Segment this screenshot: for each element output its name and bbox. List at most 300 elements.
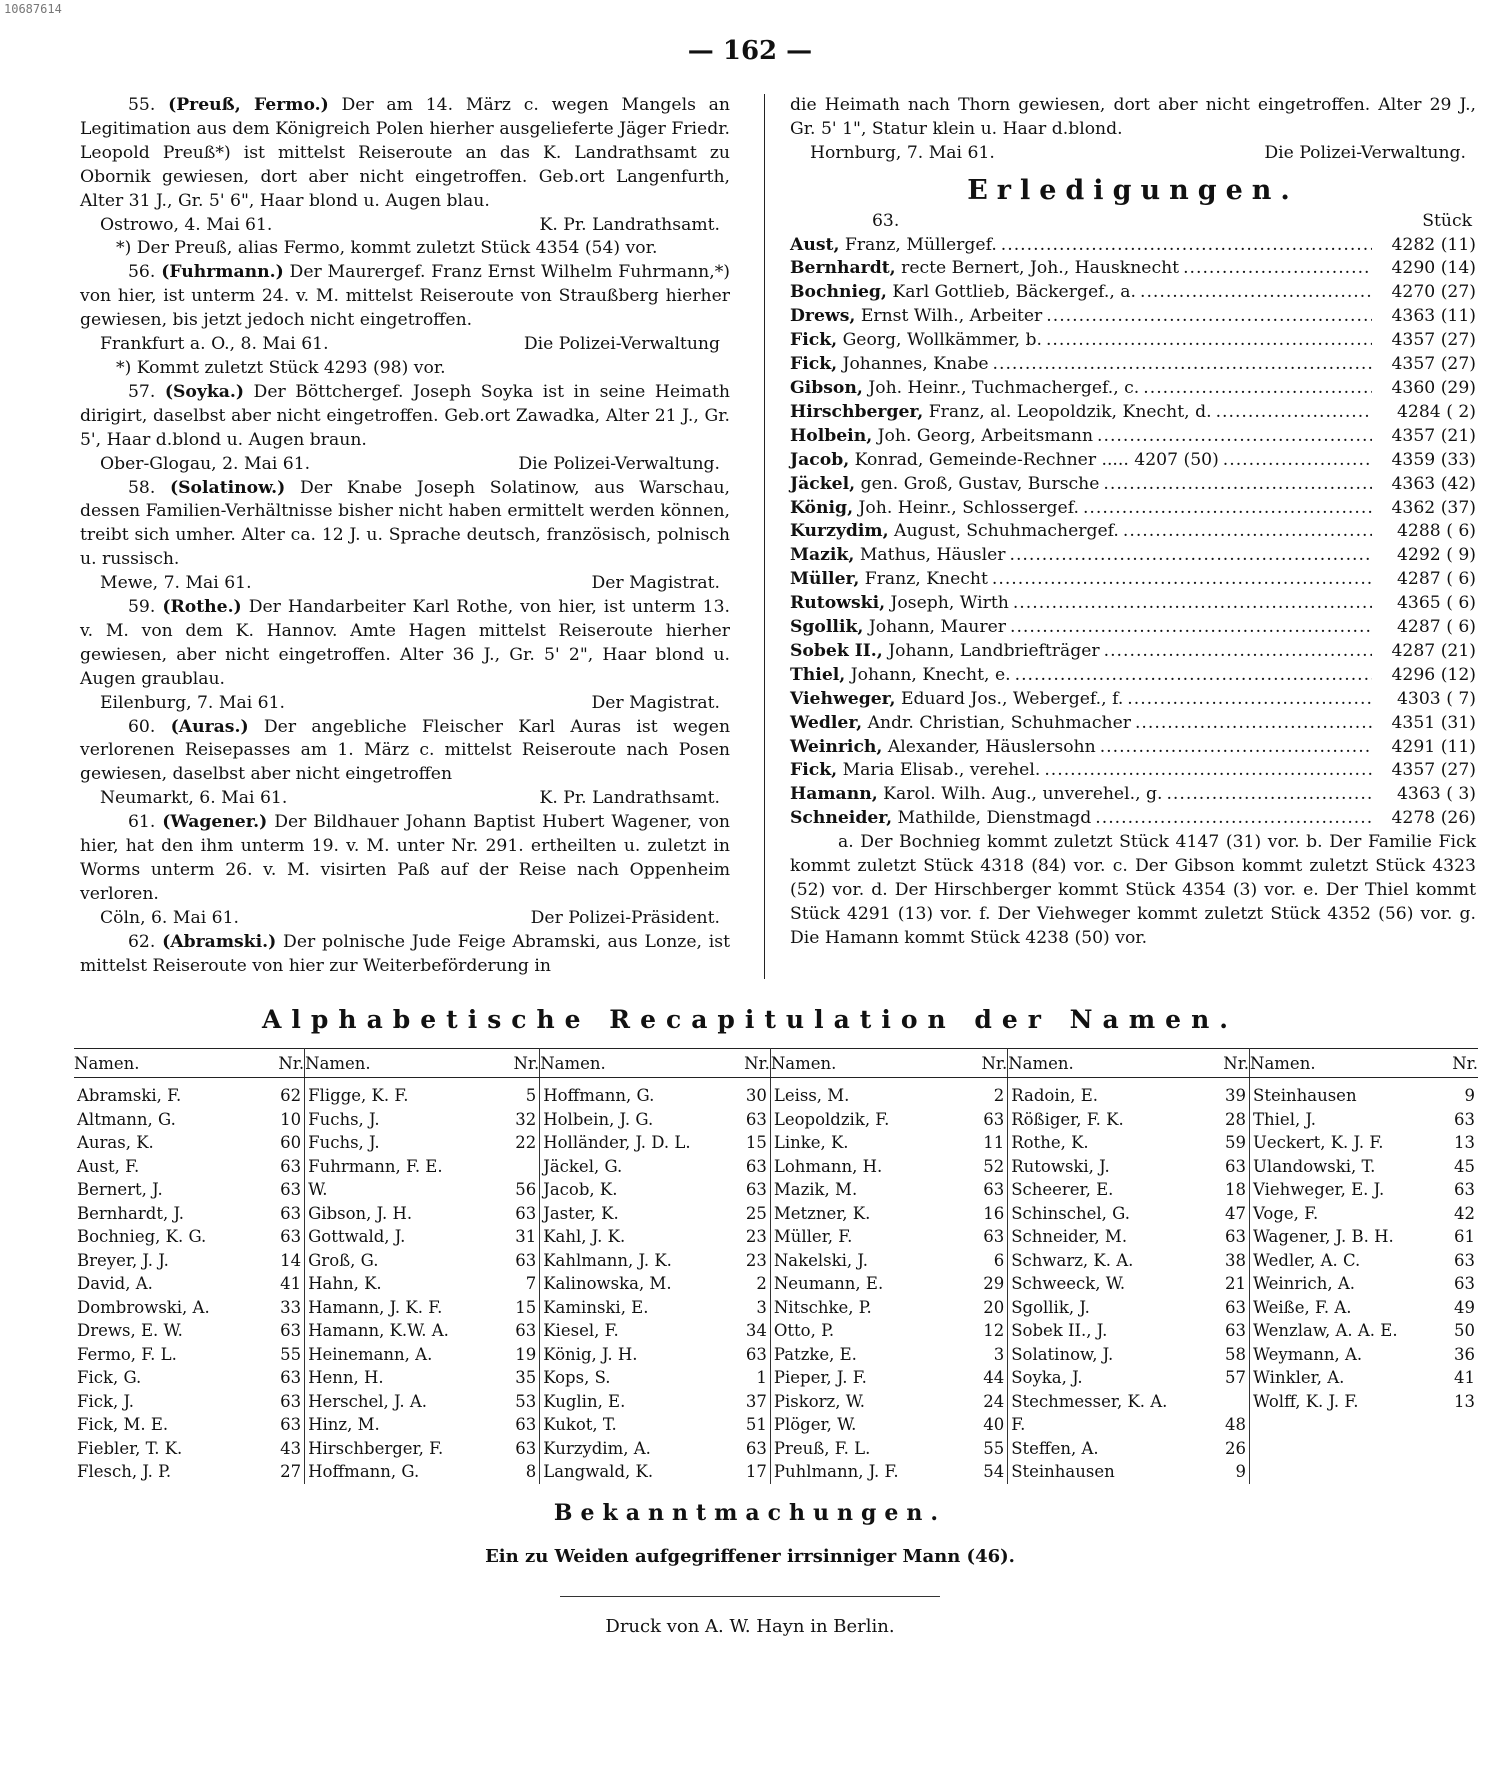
- recap-nr-cell: 14: [260, 1249, 305, 1273]
- recap-name-cell: Schwarz, K. A.: [1011, 1250, 1134, 1270]
- erledigung-desc: Eduard Jos., Webergef., f.: [900, 688, 1124, 709]
- recap-nr-cell: 42: [1454, 1203, 1475, 1223]
- recap-nr-cell: 63: [1207, 1155, 1250, 1179]
- recap-name-cell: Hamann, J. K. F.: [308, 1297, 443, 1317]
- recap-name-cell: König, J. H.: [543, 1344, 638, 1364]
- entry-footnote: *) Der Preuß, alias Fermo, kommt zuletzt Stück 4354 (54) vor.: [116, 238, 658, 259]
- signature-place: Ober-Glogau, 2. Mai 61.: [100, 453, 311, 474]
- divider-rule: [560, 1596, 940, 1597]
- erledigung-stueck: 4290 (14): [1391, 258, 1476, 279]
- recap-name-cell: Scheerer, E.: [1011, 1180, 1114, 1199]
- entry-signature: [80, 692, 730, 716]
- entry-text: Der Knabe Joseph Solatinow, aus Warschau, dessen Familien-Verhältnisse bisher nicht haben ermittelt werden können, treibt sich umher. Alter ca. 12 J. u. Sprache deutsch, französisch, polnisch u. russisch.: [80, 477, 730, 570]
- recap-nr-cell: 41: [1454, 1368, 1475, 1387]
- recap-header-name: Namen.: [74, 1049, 260, 1078]
- recap-nr-cell: 63: [728, 1108, 771, 1132]
- recap-nr-cell: 43: [260, 1437, 305, 1461]
- dot-leader: [1013, 592, 1372, 616]
- recap-nr-cell: 7: [493, 1272, 540, 1296]
- bekanntmachung-item: Ein zu Weiden aufgegriffener irrsinniger Mann (46).: [485, 1546, 1015, 1567]
- recap-name-cell: Kahl, J. K.: [543, 1227, 626, 1246]
- recap-nr-cell: 63: [728, 1178, 771, 1202]
- erledigung-row: [790, 497, 1476, 521]
- recap-nr-cell: 63: [1454, 1109, 1475, 1129]
- erledigung-desc: Mathus, Häusler: [859, 545, 1006, 566]
- recap-name-cell: Neumann, E.: [773, 1274, 884, 1293]
- signature-place: Neumarkt, 6. Mai 61.: [100, 788, 288, 809]
- recap-name-cell: Altmann, G.: [77, 1109, 176, 1129]
- dot-leader: [1095, 807, 1372, 831]
- signature-place: Frankfurt a. O., 8. Mai 61.: [100, 334, 329, 355]
- recap-name-cell: Rößiger, F. K.: [1011, 1109, 1124, 1129]
- entry-name: (Fuhrmann.): [161, 262, 284, 283]
- recap-name-cell: Mazik, M.: [773, 1180, 858, 1199]
- recap-name-cell: F.: [1011, 1415, 1026, 1434]
- recap-nr-cell: 9: [1207, 1460, 1250, 1484]
- entry-text: Der Böttchergef. Joseph Soyka ist in seine Heimath dirigirt, daselbst aber nicht eingetroffen. Geb.ort Zawadka, Alter 21 J., Gr. 5', Haar d.blond u. Augen braun.: [80, 381, 731, 450]
- erledigung-desc: gen. Groß, Gustav, Bursche: [860, 473, 1100, 494]
- recap-name-cell: Hoffmann, G.: [543, 1086, 655, 1105]
- recap-row: [74, 1460, 1478, 1484]
- recap-row: [74, 1249, 1478, 1273]
- recap-name-cell: Piskorz, W.: [773, 1391, 866, 1411]
- recap-name-cell: Fuchs, J.: [308, 1133, 380, 1152]
- entry-number: 59.: [128, 597, 156, 618]
- recap-nr-cell: 1: [728, 1366, 771, 1390]
- recap-header-nr: Nr.: [965, 1049, 1008, 1078]
- recap-nr-cell: 11: [965, 1131, 1008, 1155]
- recap-nr-cell: 21: [1207, 1272, 1250, 1296]
- recap-nr-cell: 63: [260, 1413, 305, 1437]
- erledigung-stueck: 4288 ( 6): [1396, 521, 1476, 542]
- recap-name-cell: Hoffmann, G.: [308, 1462, 420, 1481]
- erledigung-name: Fick,: [790, 354, 838, 375]
- entry-signature: [80, 453, 730, 477]
- signature-authority: K. Pr. Landrathsamt.: [539, 214, 720, 235]
- entry-paragraph: [80, 716, 730, 788]
- recap-table: [74, 1048, 1478, 1484]
- entry-footnote: *) Kommt zuletzt Stück 4293 (98) vor.: [116, 357, 446, 378]
- erledigung-row: [790, 736, 1476, 760]
- dot-leader: [993, 353, 1372, 377]
- recap-nr-cell: 63: [1454, 1180, 1475, 1199]
- recap-name-cell: Breyer, J. J.: [77, 1250, 169, 1270]
- erledigung-row: [790, 425, 1476, 449]
- recap-nr-cell: 63: [493, 1413, 540, 1437]
- recap-name-cell: Rutowski, J.: [1011, 1156, 1110, 1176]
- recap-name-cell: Rothe, K.: [1011, 1133, 1089, 1152]
- erledigung-stueck: 4292 ( 9): [1396, 545, 1476, 566]
- dot-leader: [1015, 664, 1372, 688]
- recap-name-cell: Wenzlaw, A. A. E.: [1253, 1321, 1398, 1340]
- recap-name-cell: Kiesel, F.: [543, 1321, 619, 1340]
- recap-name-cell: Ueckert, K. J. F.: [1253, 1133, 1384, 1152]
- erledigung-desc: Ernst Wilh., Arbeiter: [860, 306, 1043, 327]
- erledigung-name: Sgollik,: [790, 617, 864, 638]
- erledigung-stueck: 4360 (29): [1391, 377, 1476, 398]
- signature-authority: Der Polizei-Präsident.: [530, 907, 720, 928]
- recap-nr-cell: 63: [1207, 1225, 1250, 1249]
- erledigung-desc: Joseph, Wirth: [890, 593, 1009, 614]
- recap-nr-cell: 61: [1454, 1227, 1475, 1246]
- entry-paragraph: [80, 477, 730, 573]
- erledigung-row: [790, 664, 1476, 688]
- printer-imprint: Druck von A. W. Hayn in Berlin.: [605, 1616, 895, 1637]
- erledigung-desc: Joh. Georg, Arbeitsmann: [877, 425, 1094, 446]
- page-number: — 162 —: [687, 36, 813, 66]
- recap-row: [74, 1343, 1478, 1367]
- recap-header-name: Namen.: [305, 1049, 493, 1078]
- erledigung-stueck: 4365 ( 6): [1396, 593, 1476, 614]
- erledigung-name: Jäckel,: [790, 473, 856, 494]
- erledigung-desc: Maria Elisab., verehel.: [842, 760, 1041, 781]
- recap-nr-cell: 63: [965, 1178, 1008, 1202]
- recap-name-cell: Metzner, K.: [773, 1203, 871, 1223]
- entry-name: (Wagener.): [162, 812, 268, 833]
- recap-name-cell: Wedler, A. C.: [1253, 1250, 1361, 1270]
- recap-nr-cell: 55: [260, 1343, 305, 1367]
- recap-name-cell: Viehweger, E. J.: [1253, 1180, 1385, 1199]
- recap-name-cell: Wagener, J. B. H.: [1253, 1227, 1394, 1246]
- recap-nr-cell: 63: [1207, 1296, 1250, 1320]
- recap-nr-cell: [1438, 1437, 1478, 1461]
- recap-name-cell: Fick, G.: [77, 1368, 142, 1387]
- erledigung-stueck: 4357 (27): [1391, 330, 1476, 351]
- recap-nr-cell: [1207, 1390, 1250, 1414]
- signature-place: Hornburg, 7. Mai 61.: [810, 142, 995, 163]
- signature-authority: K. Pr. Landrathsamt.: [539, 788, 720, 809]
- recap-header-nr: Nr.: [493, 1049, 540, 1078]
- recap-name-cell: Hamann, K.W. A.: [308, 1321, 449, 1340]
- recap-header-name: Namen.: [770, 1049, 965, 1078]
- recap-header-nr: Nr.: [728, 1049, 771, 1078]
- entry-signature: [80, 214, 730, 238]
- signature-authority: Die Polizei-Verwaltung: [523, 334, 720, 355]
- erledigung-stueck: 4270 (27): [1391, 282, 1476, 303]
- recap-nr-cell: 25: [728, 1202, 771, 1226]
- erledigungen-notes: a. Der Bochnieg kommt zuletzt Stück 4147 (31) vor. b. Der Familie Fick kommt zuletzt Stück 4318 (84) vor. c. Der Gibson kommt zuletzt Stück 4323 (52) vor. d. Der Hirschberger kommt Stück 4354 (3) vor. e. Der Thiel kommt Stück 4291 (13) vor. f. Der Viehweger kommt zuletzt Stück 4352 (56) vor. g. Die Hamann kommt Stück 4238 (50) vor.: [790, 832, 1476, 948]
- recap-nr-cell: 19: [493, 1343, 540, 1367]
- erledigung-name: Müller,: [790, 569, 860, 590]
- continuation-signature: [790, 142, 1476, 166]
- erledigung-stueck: 4359 (33): [1391, 449, 1476, 470]
- erledigung-row: [790, 473, 1476, 497]
- recap-name-cell: Steinhausen: [1011, 1462, 1115, 1481]
- recap-name-cell: Groß, G.: [308, 1250, 379, 1270]
- erledigung-row: [790, 592, 1476, 616]
- erledigung-name: Gibson,: [790, 377, 863, 398]
- recap-nr-cell: 16: [965, 1202, 1008, 1226]
- entry-name: (Auras.): [170, 716, 249, 737]
- recap-nr-cell: 34: [728, 1319, 771, 1343]
- dot-leader: [1097, 425, 1372, 449]
- dot-leader: [1044, 759, 1372, 783]
- recap-nr-cell: 33: [260, 1296, 305, 1320]
- recap-row: [74, 1178, 1478, 1202]
- recap-name-cell: Bochnieg, K. G.: [77, 1227, 207, 1246]
- recap-name-cell: Steinhausen: [1253, 1086, 1357, 1105]
- recap-nr-cell: [1438, 1460, 1478, 1484]
- entry-paragraph: [80, 596, 730, 692]
- recap-name-cell: Preuß, F. L.: [773, 1438, 871, 1458]
- recap-nr-cell: 20: [965, 1296, 1008, 1320]
- recap-name-cell: Schinschel, G.: [1011, 1203, 1130, 1223]
- recap-name-cell: Gibson, J. H.: [308, 1203, 413, 1223]
- erledigung-name: König,: [790, 497, 854, 518]
- recap-name-cell: Abramski, F.: [77, 1086, 182, 1105]
- continuation-text: die Heimath nach Thorn gewiesen, dort aber nicht eingetroffen. Alter 29 J., Gr. 5' 1", Statur klein u. Haar d.blond.: [790, 95, 1476, 139]
- entry-paragraph: [80, 261, 730, 333]
- recap-row: [74, 1078, 1478, 1108]
- erledigung-name: Weinrich,: [790, 736, 883, 757]
- recap-nr-cell: 63: [965, 1108, 1008, 1132]
- recap-nr-cell: 38: [1207, 1249, 1250, 1273]
- recap-nr-cell: 26: [1207, 1437, 1250, 1461]
- erledigung-stueck: 4287 ( 6): [1396, 569, 1476, 590]
- erledigung-stueck: 4291 (11): [1391, 736, 1476, 757]
- erledigung-name: Jacob,: [790, 449, 850, 470]
- recap-name-cell: Weiße, F. A.: [1253, 1297, 1352, 1317]
- erledigung-row: [790, 234, 1476, 258]
- erledigungen-column-header: [790, 210, 1476, 234]
- recap-name-cell: Fermo, F. L.: [77, 1344, 177, 1364]
- erledigung-name: Aust,: [790, 234, 840, 255]
- recap-row: [74, 1390, 1478, 1414]
- dot-leader: [1223, 449, 1372, 473]
- recap-name-cell: [1250, 1413, 1438, 1437]
- recap-nr-cell: 63: [260, 1390, 305, 1414]
- recap-name-cell: Thiel, J.: [1253, 1109, 1317, 1129]
- dot-leader: [992, 568, 1372, 592]
- stueck-header: Stück: [1422, 210, 1472, 231]
- erledigung-row: [790, 305, 1476, 329]
- erledigung-row: [790, 281, 1476, 305]
- erledigung-row: [790, 449, 1476, 473]
- signature-authority: Der Magistrat.: [591, 692, 720, 713]
- recap-nr-cell: 10: [260, 1108, 305, 1132]
- recap-nr-cell: 27: [260, 1460, 305, 1484]
- recap-nr-cell: 62: [260, 1078, 305, 1108]
- recap-name-cell: Kukot, T.: [543, 1415, 617, 1434]
- recap-name-cell: Nakelski, J.: [773, 1250, 868, 1270]
- recap-name-cell: Kops, S.: [543, 1368, 611, 1387]
- recap-name-cell: Hinz, M.: [308, 1415, 380, 1434]
- recap-name-cell: Patzke, E.: [773, 1344, 857, 1364]
- recap-nr-cell: 40: [965, 1413, 1008, 1437]
- entry-signature: [80, 333, 730, 357]
- recap-name-cell: Kurzydim, A.: [543, 1438, 651, 1458]
- erledigung-desc: Alexander, Häuslersohn: [887, 736, 1096, 757]
- signature-place: Cöln, 6. Mai 61.: [100, 907, 239, 928]
- erledigung-row: [790, 353, 1476, 377]
- erledigung-row: [790, 807, 1476, 831]
- erledigung-desc: Franz, Müllergef.: [844, 234, 997, 255]
- recap-name-cell: Fuhrmann, F. E.: [308, 1156, 443, 1176]
- recap-nr-cell: 22: [493, 1131, 540, 1155]
- recap-row: [74, 1413, 1478, 1437]
- entry-text: Der am 14. März c. wegen Mangels an Legitimation aus dem Königreich Polen hierher ausgelieferte Jäger Friedr. Leopold Preuß*) ist mittelst Reiseroute an das K. Landrathsamt zu Obornik gewiesen, dort aber nicht eingetroffen. Geb.ort Langenfurth, Alter 31 J., Gr. 5' 6", Haar blond u. Augen blau.: [80, 95, 730, 211]
- recap-name-cell: David, A.: [77, 1274, 153, 1293]
- dot-leader: [1123, 520, 1372, 544]
- erledigung-row: [790, 640, 1476, 664]
- recap-name-cell: Bernert, J.: [77, 1180, 163, 1199]
- recap-nr-cell: 32: [493, 1108, 540, 1132]
- recap-nr-cell: 24: [965, 1390, 1008, 1414]
- recap-nr-cell: 44: [965, 1366, 1008, 1390]
- entry-signature: [80, 907, 730, 931]
- recap-name-cell: Plöger, W.: [773, 1415, 857, 1434]
- recap-nr-cell: 45: [1454, 1156, 1475, 1176]
- recap-nr-cell: 15: [728, 1131, 771, 1155]
- erledigung-stueck: 4357 (27): [1391, 760, 1476, 781]
- recap-name-cell: Sobek II., J.: [1011, 1321, 1108, 1340]
- dot-leader: [1083, 497, 1372, 521]
- entry-signature: [80, 787, 730, 811]
- entry-number: 60.: [128, 716, 156, 737]
- recap-nr-cell: 47: [1207, 1202, 1250, 1226]
- recap-nr-cell: 63: [728, 1155, 771, 1179]
- recap-name-cell: Sgollik, J.: [1011, 1297, 1090, 1317]
- erledigung-name: Wedler,: [790, 712, 863, 733]
- dot-leader: [1046, 305, 1372, 329]
- recap-nr-cell: 2: [965, 1078, 1008, 1108]
- recap-nr-cell: 55: [965, 1437, 1008, 1461]
- entry-number: 55.: [128, 95, 156, 115]
- recap-name-cell: Kalinowska, M.: [543, 1274, 672, 1293]
- erledigung-name: Kurzydim,: [790, 521, 889, 542]
- recap-row: [74, 1272, 1478, 1296]
- document-id: 10687614: [4, 2, 62, 16]
- recap-nr-cell: 3: [965, 1343, 1008, 1367]
- recap-nr-cell: 9: [1464, 1086, 1475, 1105]
- erledigung-name: Bernhardt,: [790, 258, 896, 279]
- recap-nr-cell: 50: [1454, 1321, 1475, 1340]
- recap-name-cell: Puhlmann, J. F.: [773, 1462, 899, 1481]
- recap-nr-cell: 63: [728, 1437, 771, 1461]
- erledigung-stueck: 4357 (21): [1391, 425, 1476, 446]
- erledigung-name: Viehweger,: [790, 688, 896, 709]
- erledigung-desc: August, Schuhmachergef.: [894, 521, 1119, 542]
- erledigung-name: Holbein,: [790, 425, 873, 446]
- recap-nr-cell: 23: [728, 1249, 771, 1273]
- entry-number: 57.: [128, 381, 156, 402]
- entry-name: (Solatinow.): [170, 477, 286, 498]
- dot-leader: [1216, 401, 1372, 425]
- recap-nr-cell: 17: [728, 1460, 771, 1484]
- dot-leader: [1010, 616, 1372, 640]
- recap-nr-cell: 23: [728, 1225, 771, 1249]
- erledigung-name: Mazik,: [790, 545, 855, 566]
- recap-name-cell: Holländer, J. D. L.: [543, 1133, 691, 1152]
- signature-place: Ostrowo, 4. Mai 61.: [100, 214, 273, 235]
- recap-name-cell: Jaster, K.: [543, 1203, 619, 1223]
- erledigung-name: Rutowski,: [790, 593, 886, 614]
- erledigung-name: Hirschberger,: [790, 401, 924, 422]
- dot-leader: [1100, 736, 1372, 760]
- entry-signature: [80, 572, 730, 596]
- erledigung-row: [790, 401, 1476, 425]
- recap-name-cell: Fuchs, J.: [308, 1109, 380, 1129]
- entry-paragraph: [80, 931, 730, 979]
- recap-name-cell: Holbein, J. G.: [543, 1109, 654, 1129]
- recap-nr-cell: 63: [493, 1319, 540, 1343]
- signature-authority: Die Polizei-Verwaltung.: [1264, 142, 1466, 163]
- recap-name-cell: Henn, H.: [308, 1368, 384, 1387]
- recap-nr-cell: 63: [1454, 1274, 1475, 1293]
- dot-leader: [1166, 783, 1372, 807]
- recap-name-cell: Pieper, J. F.: [773, 1368, 867, 1387]
- erledigung-row: [790, 257, 1476, 281]
- recap-nr-cell: 36: [1454, 1344, 1475, 1364]
- erledigung-row: [790, 520, 1476, 544]
- recap-nr-cell: 31: [493, 1225, 540, 1249]
- recap-nr-cell: [493, 1155, 540, 1179]
- recap-name-cell: Voge, F.: [1253, 1203, 1319, 1223]
- signature-authority: Die Polizei-Verwaltung.: [518, 453, 720, 474]
- erledigung-desc: Mathilde, Dienstmagd: [897, 808, 1092, 829]
- erledigung-stueck: 4362 (37): [1391, 497, 1476, 518]
- recap-name-cell: Aust, F.: [77, 1156, 140, 1176]
- dot-leader: [1009, 544, 1372, 568]
- recap-name-cell: Schweeck, W.: [1011, 1274, 1126, 1293]
- recap-name-cell: Heinemann, A.: [308, 1344, 433, 1364]
- recap-nr-cell: 59: [1207, 1131, 1250, 1155]
- recap-name-cell: Weinrich, A.: [1253, 1274, 1355, 1293]
- erledigung-row: [790, 377, 1476, 401]
- recap-nr-cell: 63: [260, 1155, 305, 1179]
- entry-name: (Rothe.): [162, 597, 242, 618]
- recap-nr-cell: 51: [728, 1413, 771, 1437]
- recap-name-cell: Jacob, K.: [543, 1180, 618, 1199]
- signature-authority: Der Magistrat.: [591, 573, 720, 594]
- recap-nr-cell: 49: [1454, 1297, 1475, 1317]
- recap-nr-cell: 58: [1207, 1343, 1250, 1367]
- erledigung-row: [790, 783, 1476, 807]
- erledigung-name: Bochnieg,: [790, 282, 887, 303]
- erledigung-stueck: 4282 (11): [1391, 234, 1476, 255]
- erledigung-row: [790, 759, 1476, 783]
- recap-heading: Alphabetische Recapitulation der Namen.: [262, 1005, 1238, 1034]
- recap-name-cell: Kahlmann, J. K.: [543, 1250, 672, 1270]
- erledigung-desc: Joh. Heinr., Tuchmachergef., c.: [868, 377, 1140, 398]
- recap-name-cell: W.: [308, 1180, 328, 1199]
- recap-nr-cell: 39: [1207, 1078, 1250, 1108]
- erledigung-desc: Karl Gottlieb, Bäckergef., a.: [892, 282, 1136, 303]
- recap-nr-cell: 13: [1454, 1391, 1475, 1411]
- erledigung-stueck: 4287 ( 6): [1396, 617, 1476, 638]
- erledigung-name: Hamann,: [790, 784, 878, 805]
- recap-name-cell: Hahn, K.: [308, 1274, 382, 1293]
- recap-header-nr: Nr.: [260, 1049, 305, 1078]
- erledigung-name: Fick,: [790, 330, 838, 351]
- recap-name-cell: Kuglin, E.: [543, 1391, 626, 1411]
- erledigung-stueck: 4357 (27): [1391, 354, 1476, 375]
- erledigungen-heading: Erledigungen.: [967, 174, 1299, 206]
- erledigung-desc: Johannes, Knabe: [842, 354, 989, 375]
- dot-leader: [1001, 234, 1372, 258]
- recap-nr-cell: 8: [493, 1460, 540, 1484]
- recap-nr-cell: 63: [260, 1202, 305, 1226]
- entry-number: 61.: [128, 812, 156, 833]
- recap-name-cell: Dombrowski, A.: [77, 1297, 210, 1317]
- recap-name-cell: Leiss, M.: [773, 1086, 850, 1105]
- recap-name-cell: Stechmesser, K. A.: [1011, 1391, 1168, 1411]
- erledigung-name: Sobek II.,: [790, 640, 883, 661]
- recap-nr-cell: 3: [728, 1296, 771, 1320]
- erledigung-desc: Andr. Christian, Schuhmacher: [867, 712, 1131, 733]
- recap-name-cell: Fligge, K. F.: [308, 1086, 409, 1105]
- erledigung-row: [790, 712, 1476, 736]
